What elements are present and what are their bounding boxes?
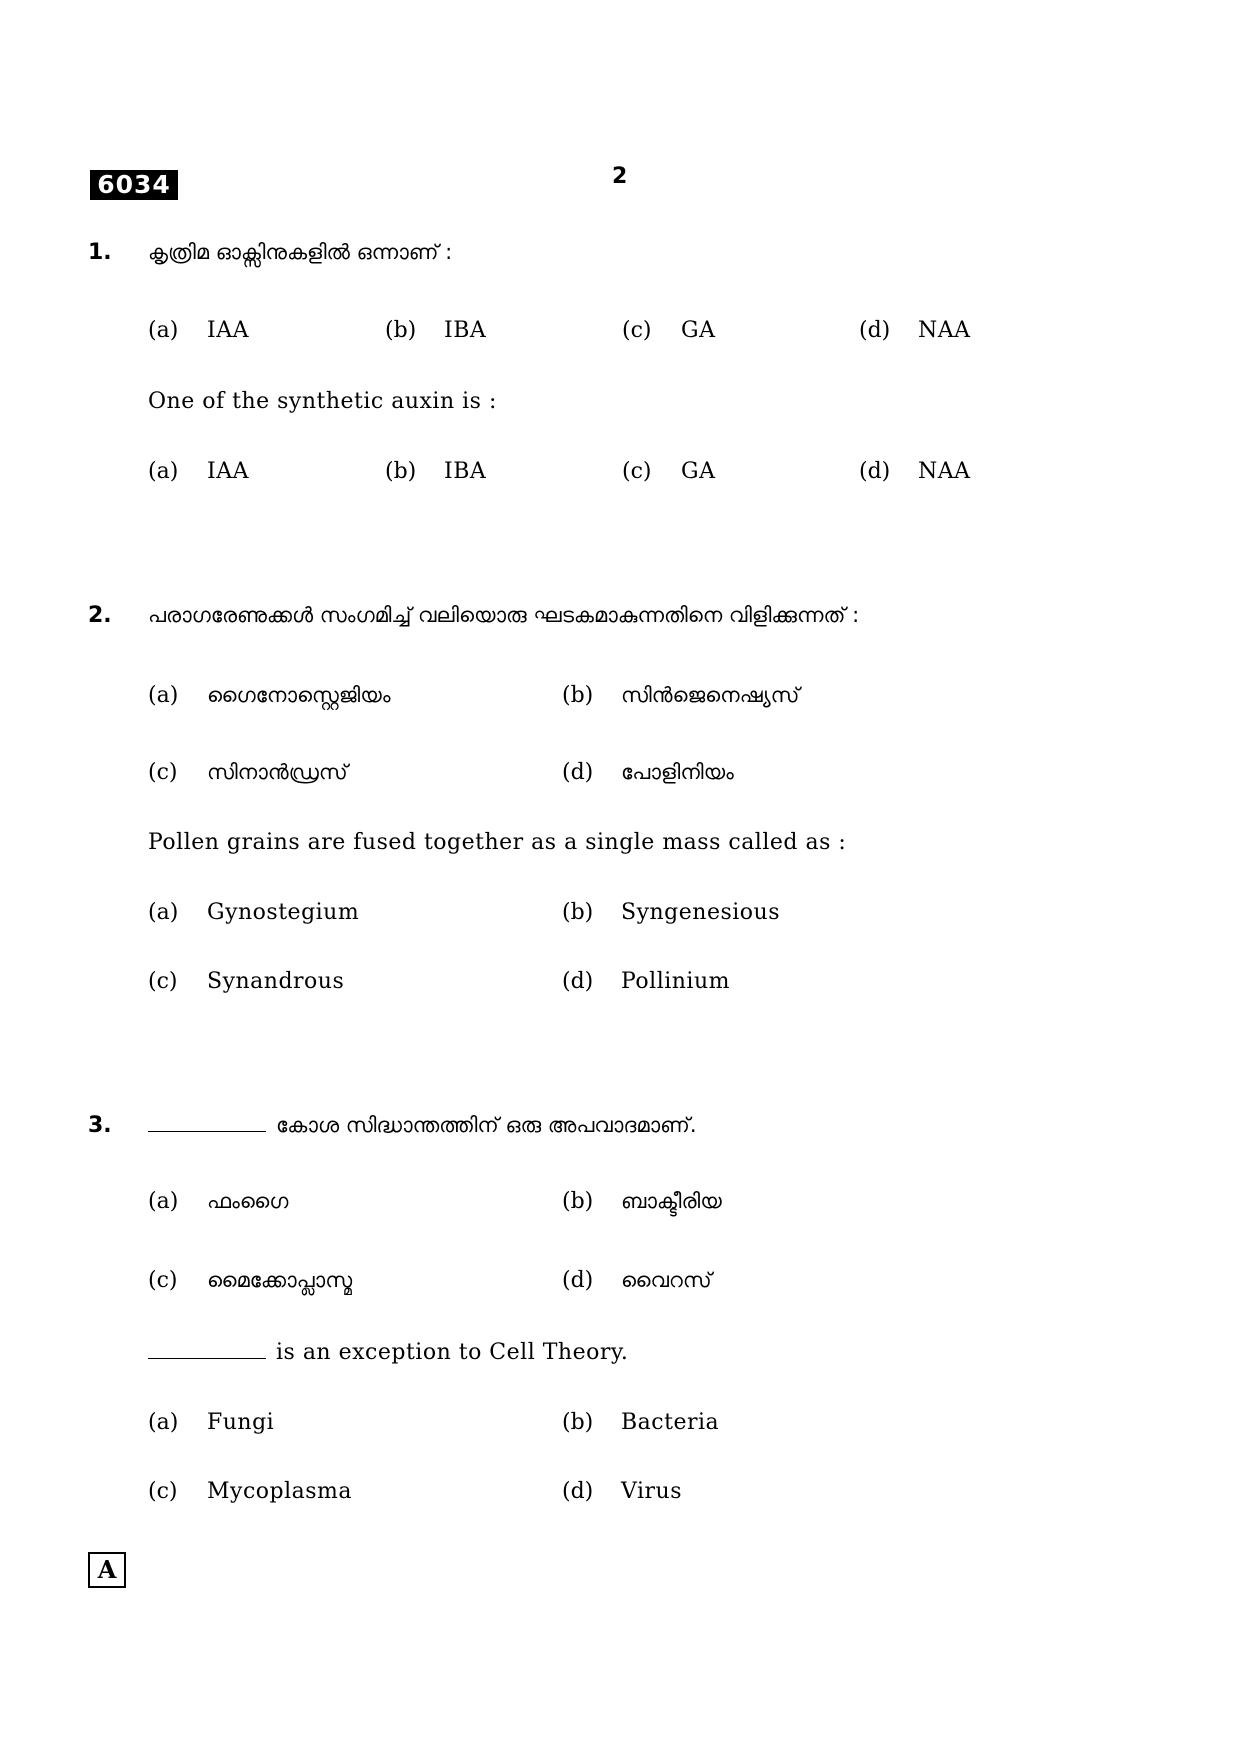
q3-en-option-d-key: (d): [562, 1479, 594, 1504]
q2-en-option-b: Syngenesious: [621, 900, 780, 925]
question-1-malayalam-text: കൃത്രിമ ഓക്സിനുകളിൽ ഒന്നാണ് :: [148, 240, 453, 264]
q2-en-option-a-key: (a): [148, 900, 179, 925]
q1-en-option-d: NAA: [918, 459, 971, 484]
question-3-malayalam-text: കോശ സിദ്ധാന്തത്തിന് ഒരു അപവാദമാണ്.: [276, 1113, 697, 1137]
q2-en-option-d: Pollinium: [621, 969, 730, 994]
q1-ml-option-c-key: (c): [622, 318, 652, 343]
fill-in-blank: [148, 1340, 266, 1359]
q1-ml-option-a: IAA: [207, 318, 249, 343]
question-2-english-text: Pollen grains are fused together as a single mass called as :: [148, 830, 847, 855]
q3-en-option-c-key: (c): [148, 1479, 178, 1504]
q1-ml-option-b: IBA: [444, 318, 487, 343]
question-1-english-text: One of the synthetic auxin is :: [148, 389, 497, 414]
question-3-malayalam-line: [148, 1113, 697, 1138]
question-3-english-text: is an exception to Cell Theory.: [276, 1340, 629, 1365]
q1-ml-option-c: GA: [681, 318, 716, 343]
question-3-number: 3.: [88, 1113, 112, 1138]
q1-en-option-a-key: (a): [148, 459, 179, 484]
q1-en-option-a: IAA: [207, 459, 249, 484]
q3-en-option-b: Bacteria: [621, 1410, 720, 1435]
question-2-number: 2.: [88, 603, 112, 628]
q3-ml-option-d-key: (d): [562, 1268, 594, 1293]
q3-en-option-b-key: (b): [562, 1410, 594, 1435]
q3-ml-option-b: ബാക്ടീരിയ: [621, 1189, 722, 1213]
q2-en-option-c: Synandrous: [207, 969, 345, 994]
question-1-number: 1.: [88, 240, 112, 265]
q3-en-option-a: Fungi: [207, 1410, 275, 1435]
q3-en-option-d: Virus: [621, 1479, 683, 1504]
q1-en-option-b: IBA: [444, 459, 487, 484]
q2-ml-option-b-key: (b): [562, 683, 594, 708]
q3-en-option-c: Mycoplasma: [207, 1479, 353, 1504]
q2-ml-option-d-key: (d): [562, 760, 594, 785]
question-paper-code: 6034: [90, 170, 178, 200]
question-series-box: A: [88, 1552, 126, 1588]
question-2-malayalam-text: പരാഗരേണുക്കൾ സംഗമിച്ച് വലിയൊരു ഘടകമാകുന്നതിനെ വിളിക്കുന്നത് :: [148, 603, 860, 627]
q3-ml-option-a: ഫംഗൈ: [207, 1189, 289, 1213]
question-3-english-line: [148, 1340, 628, 1365]
page-number: 2: [612, 164, 628, 189]
q2-ml-option-a: ഗൈനോസ്റ്റെജിയം: [207, 683, 391, 707]
q1-ml-option-a-key: (a): [148, 318, 179, 343]
q1-en-option-b-key: (b): [385, 459, 417, 484]
q2-ml-option-b: സിൻജെനെഷ്യസ്: [621, 683, 800, 707]
q3-ml-option-b-key: (b): [562, 1189, 594, 1214]
q1-en-option-d-key: (d): [859, 459, 891, 484]
q1-en-option-c-key: (c): [622, 459, 652, 484]
q2-en-option-c-key: (c): [148, 969, 178, 994]
q2-en-option-a: Gynostegium: [207, 900, 360, 925]
fill-in-blank: [148, 1113, 266, 1132]
q2-ml-option-d: പോളിനിയം: [621, 760, 734, 784]
q2-en-option-d-key: (d): [562, 969, 594, 994]
q3-ml-option-c: മൈക്കോപ്ലാസ്മ: [207, 1268, 353, 1292]
q2-ml-option-c: സിനാൻഡ്രസ്: [207, 760, 348, 784]
q2-ml-option-a-key: (a): [148, 683, 179, 708]
q3-ml-option-c-key: (c): [148, 1268, 178, 1293]
q3-en-option-a-key: (a): [148, 1410, 179, 1435]
q3-ml-option-a-key: (a): [148, 1189, 179, 1214]
q1-ml-option-d-key: (d): [859, 318, 891, 343]
q1-en-option-c: GA: [681, 459, 716, 484]
q1-ml-option-b-key: (b): [385, 318, 417, 343]
q2-en-option-b-key: (b): [562, 900, 594, 925]
q1-ml-option-d: NAA: [918, 318, 971, 343]
q2-ml-option-c-key: (c): [148, 760, 178, 785]
q3-ml-option-d: വൈറസ്: [621, 1268, 712, 1292]
